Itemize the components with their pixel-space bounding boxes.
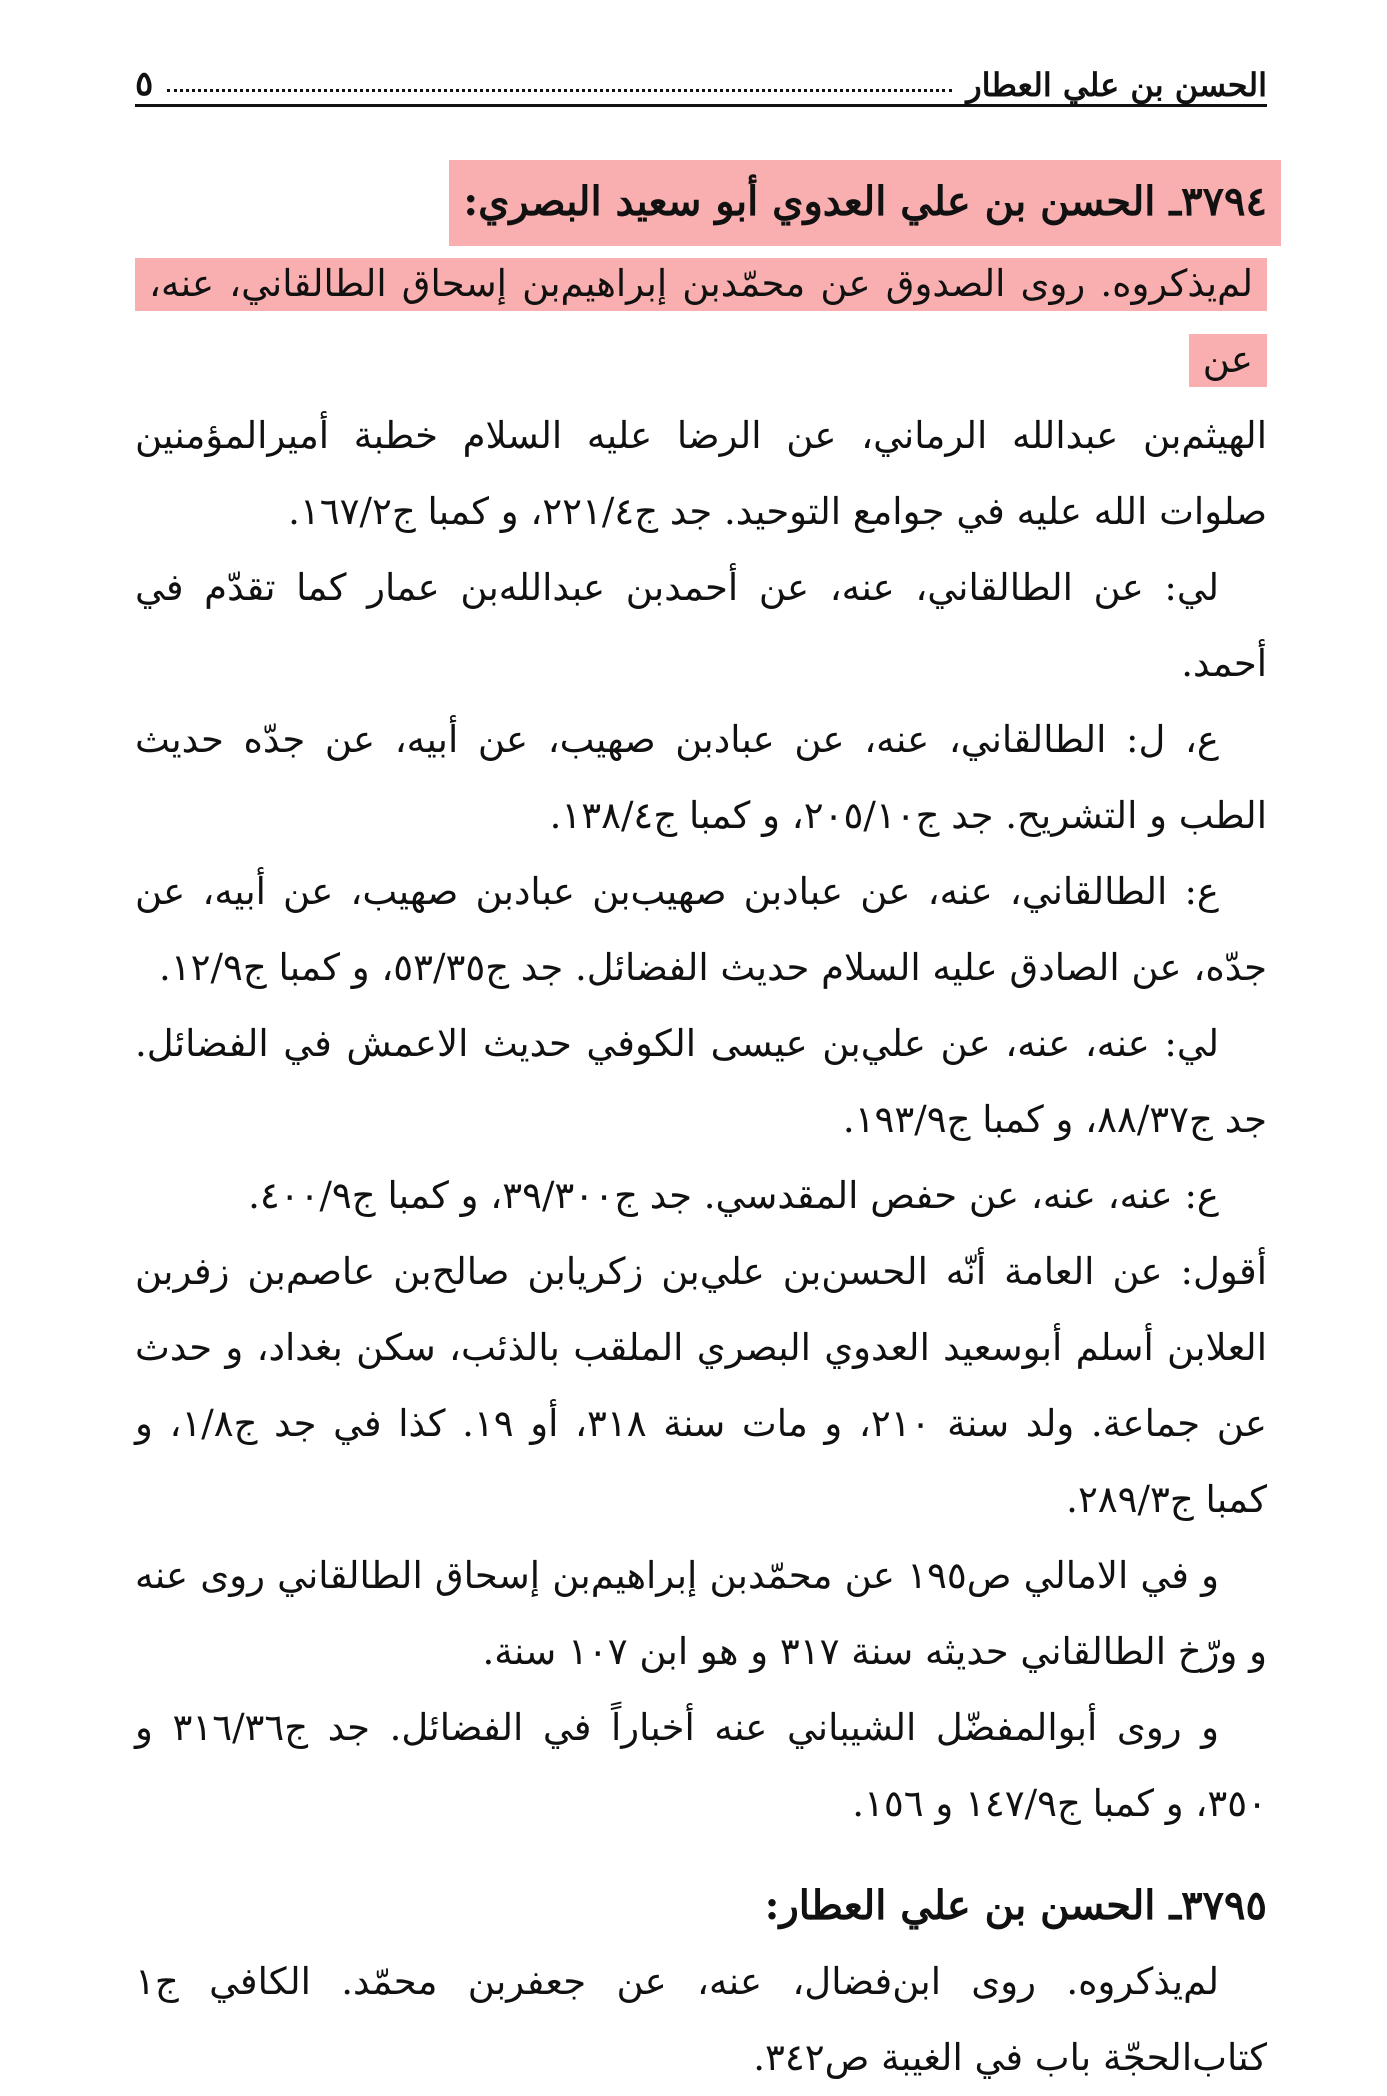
- entry-paragraph: ع: عنه، عنه، عن حفص المقدسي. جد ج٣٩/٣٠٠، و كمبا ج٤٠٠/٩.: [248, 1174, 1219, 1217]
- page-body: [135, 160, 1267, 2096]
- entry-paragraph: ع: الطالقاني، عنه، عن عبادبن صهيب‌بن عبادبن صهيب، عن أبيه، عن جدّه، عن الصادق عليه السلام حديث الفضائل. جد ج٥٣/٣٥، و كمبا ج١٢/٩.: [135, 870, 1267, 989]
- entry-paragraph: ع، ل: الطالقاني، عنه، عن عبادبن صهيب، عن أبيه، عن جدّه حديث الطب و التشريح. جد ج٢٠٥/١٠، و كمبا ج١٣٨/٤.: [135, 718, 1267, 837]
- highlighted-first-line: لم‌يذكروه. روى الصدوق عن محمّدبن إبراهيم‌بن إسحاق الطالقاني، عنه، عن: [135, 258, 1267, 387]
- entry-paragraph: لي: عن الطالقاني، عنه، عن أحمدبن عبدالله‌بن عمار كما تقدّم في أحمد.: [135, 566, 1267, 685]
- highlighted-entry-title: ٣٧٩٤ـ الحسن بن علي العدوي أبو سعيد البصري:: [449, 160, 1281, 246]
- entry-paragraph: الهيثم‌بن عبدالله الرماني، عن الرضا عليه السلام خطبة أميرالمؤمنين صلوات الله عليه في جوامع التوحيد. جد ج٢٢١/٤، و كمبا ج١٦٧/٢.: [135, 414, 1267, 533]
- entry-title: ٣٧٩٥ـ الحسن بن علي العطار:: [764, 1882, 1267, 1929]
- entry-paragraph: أقول: عن العامة أنّه الحسن‌بن علي‌بن زكريابن صالح‌بن عاصم‌بن زفربن العلابن أسلم أبوسعيد العدوي البصري الملقب بالذئب، سكن بغداد، و حدث عن جماعة. ولد سنة ٢١٠، و مات سنة ٣١٨، أو ١٩. كذا في جد ج١/٨، و كمبا ج٢٨٩/٣.: [135, 1250, 1267, 1521]
- entry-first-line: [135, 246, 1267, 398]
- entry-paragraph: لي: عنه، عنه، عن علي‌بن عيسى الكوفي حديث الاعمش في الفضائل. جد ج٨٨/٣٧، و كمبا ج١٩٣/٩.: [135, 1022, 1267, 1141]
- leader-dots: [167, 89, 952, 92]
- running-header-title: الحسن بن علي العطار: [966, 66, 1267, 104]
- entry-title: [135, 160, 1267, 246]
- page-number: ٥: [135, 64, 154, 104]
- entry-paragraph: و في الامالي ص١٩٥ عن محمّدبن إبراهيم‌بن إسحاق الطالقاني روى عنه و ورّخ الطالقاني حديثه سنة ٣١٧ و هو ابن ١٠٧ سنة.: [135, 1554, 1267, 1673]
- entry-paragraph: و روى أبوالمفضّل الشيباني عنه أخباراً في الفضائل. جد ج٣١٦/٣٦ و ٣٥٠، و كمبا ج١٤٧/٩ و ١٥٦.: [135, 1706, 1267, 1825]
- entry-paragraph: لم‌يذكروه. روى ابن‌فضال، عنه، عن جعفربن محمّد. الكافي ج١ كتاب‌الحجّة باب في الغيبة ص٣٤٢.: [135, 1960, 1267, 2079]
- running-header: [135, 44, 1267, 107]
